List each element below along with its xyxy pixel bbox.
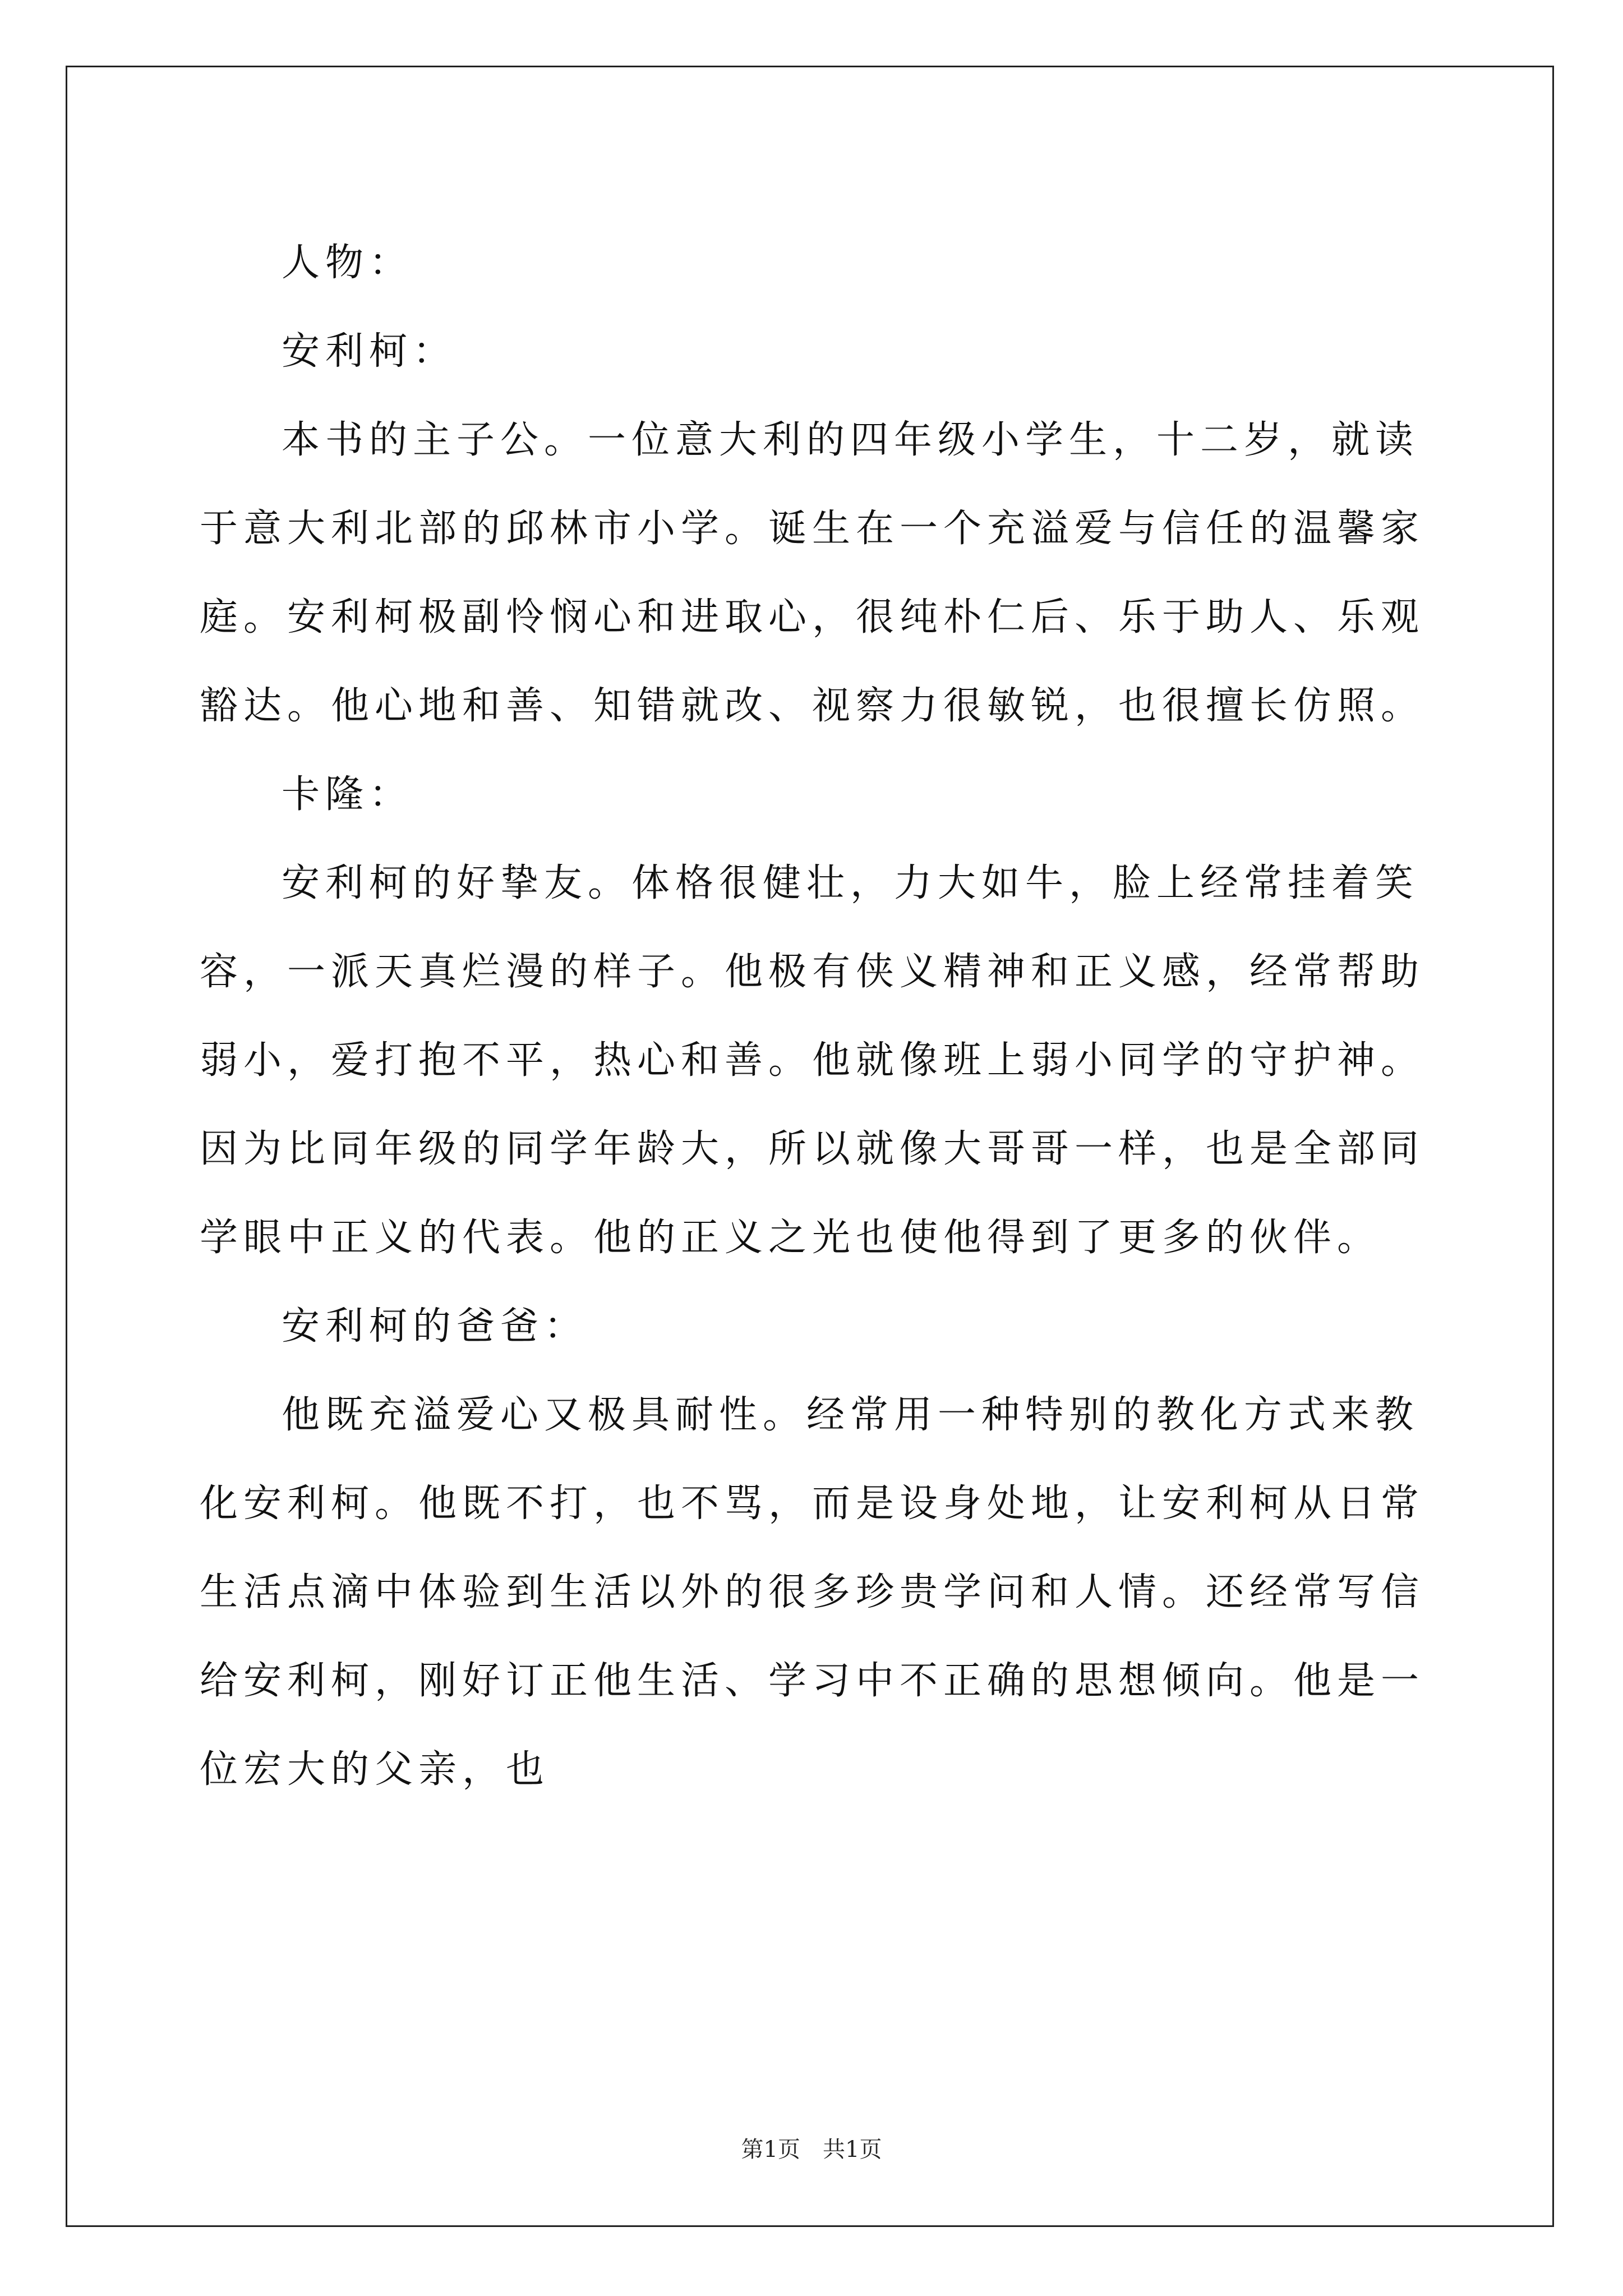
paragraph-enrico-description: 本书的主子公。一位意大利的四年级小学生，十二岁，就读于意大利北部的邱林市小学。诞生在一个充溢爱与信任的温馨家庭。安利柯极副怜悯心和进取心，很纯朴仁后、乐于助人、乐观豁达。他心地和善、知错就改、视察力很敏锐，也很擅长仿照。	[200, 418, 1425, 728]
paragraph-father-description: 他既充溢爱心又极具耐性。经常用一种特别的教化方式来教化安利柯。他既不打，也不骂，而是设身处地，让安利柯从日常生活点滴中体验到生活以外的很多珍贵学问和人情。还经常写信给安利柯，刚好订正他生活、学习中不正确的思想倾向。他是一位宏大的父亲，也	[200, 1393, 1425, 1792]
paragraph-enrico-heading: 安利柯：	[282, 329, 457, 374]
paragraph-garrone-description: 安利柯的好挚友。体格很健壮，力大如牛，脸上经常挂着笑容，一派天真烂漫的样子。他极有侠义精神和正义感，经常帮助弱小，爱打抱不平，热心和善。他就像班上弱小同学的守护神。因为比同年级的同学年龄大，所以就像大哥哥一样，也是全部同学眼中正义的代表。他的正义之光也使他得到了更多的伙伴。	[200, 861, 1425, 1260]
page-number-footer: 第1页 共1页	[741, 2137, 882, 2162]
document-body	[200, 219, 1433, 1814]
paragraph-characters-heading: 人物：	[282, 241, 413, 285]
paragraph-garrone-heading: 卡隆：	[282, 772, 413, 817]
paragraph-father-heading: 安利柯的爸爸：	[282, 1304, 588, 1349]
